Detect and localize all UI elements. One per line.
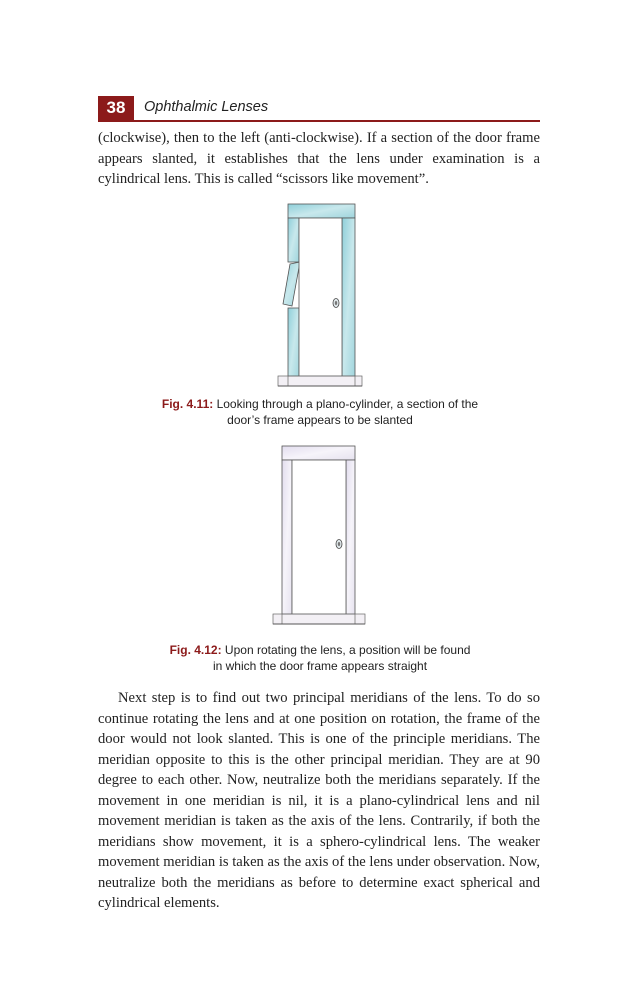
figure-4-11-label: Fig. 4.11: <box>161 397 214 411</box>
page-header <box>98 96 540 122</box>
door-frame-left-lower <box>288 308 299 386</box>
figure-4-11-caption-line2: door’s frame appears to be slanted <box>227 413 413 427</box>
door-frame-left <box>282 460 292 620</box>
door-frame-top <box>282 446 355 460</box>
figure-4-12-straight-door <box>270 442 370 634</box>
paragraph-1: (clockwise), then to the left (anti-clockwise). If a section of the door frame appears slanted, it establishes that the lens under examination is a cylindrical lens. This is called “scissors like movement”. <box>98 130 540 187</box>
door-frame-right <box>346 460 355 620</box>
figure-4-12-caption-line1: Upon rotating the lens, a position will be found <box>221 643 471 657</box>
figure-4-12-label: Fig. 4.12: <box>169 643 222 657</box>
figure-4-11-slanted-door <box>270 200 370 392</box>
door-frame-slanted-section <box>283 262 300 306</box>
page-number: 38 <box>98 96 134 120</box>
header-rule <box>98 120 540 122</box>
running-title: Ophthalmic Lenses <box>144 99 269 115</box>
figure-4-12-caption-line2: in which the door frame appears straight <box>212 659 428 673</box>
door-threshold <box>273 614 365 624</box>
door-threshold <box>278 376 362 386</box>
door-frame-left-upper <box>288 218 299 262</box>
paragraph-2: Next step is to find out two principal meridians of the lens. To do so continue rotating the lens and at one position on rotation, the frame of the door would not look slanted. This is one of the principle meridians. The meridian opposite to this is the other principal meridian. They are at 90 degree to each other. Now, neutralize both the meridians separately. If the movement in one meridian is nil, it is a plano-cylindrical lens and nil movement meridian is taken as the axis of the lens. Contrarily, if both the meridians show movement, it is a sphero-cylindrical lens. The weaker movement meridian is taken as the axis of the lens under observation. Now, neutralize both the meridians as before to determine exact spherical and cylindrical elements. <box>98 690 540 911</box>
figure-4-11-caption-line1: Looking through a plano-cylinder, a section of the <box>213 397 479 411</box>
door-frame-top <box>288 204 355 218</box>
figure-4-12-caption <box>140 642 500 674</box>
figure-4-11-caption <box>140 396 500 428</box>
door-frame-right <box>342 218 355 386</box>
